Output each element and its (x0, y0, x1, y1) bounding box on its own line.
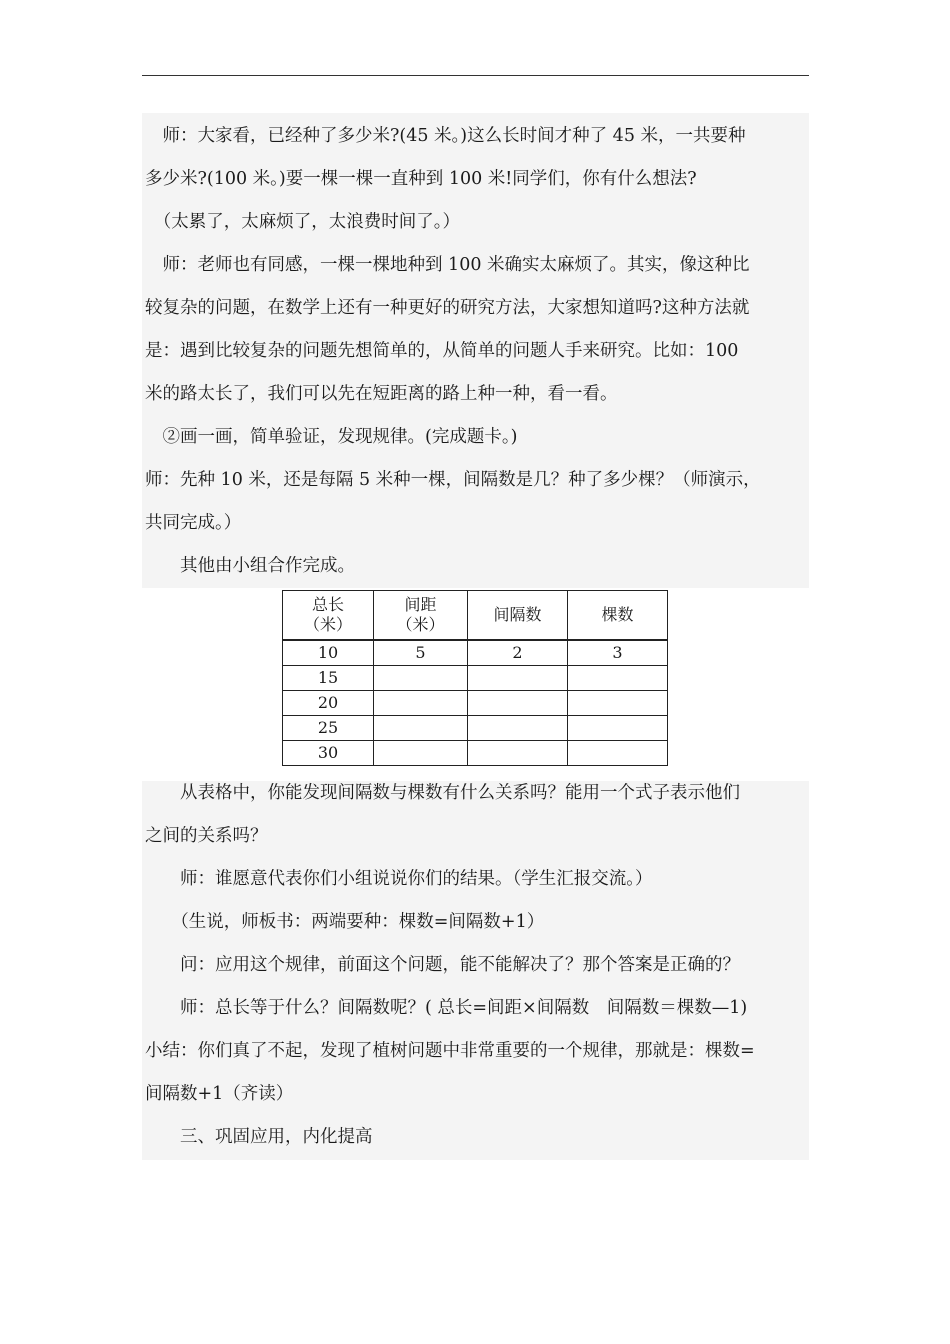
header-total-length: 总长 （米） (283, 591, 374, 641)
table-cell (468, 716, 568, 741)
paragraph-line: 其他由小组合作完成。 (145, 556, 355, 576)
paragraph-line: 米的路太长了，我们可以先在短距离的路上种一种，看一看。 (145, 384, 618, 404)
paragraph-line: ②画一画，简单验证，发现规律。(完成题卡。) (145, 427, 518, 447)
table-cell (568, 716, 668, 741)
table-row (283, 666, 668, 691)
header-tree-count: 棵数 (568, 591, 668, 641)
paragraph-line: 小结：你们真了不起，发现了植树问题中非常重要的一个规律，那就是：棵数= (145, 1041, 755, 1061)
table-cell (374, 691, 468, 716)
table-header-row (283, 591, 668, 641)
paragraph-line: 共同完成。） (145, 513, 242, 533)
table-cell (374, 716, 468, 741)
paragraph-line: 间隔数+1（齐读） (145, 1084, 294, 1104)
table-cell: 25 (283, 716, 374, 741)
header-spacing: 间距 （米） (374, 591, 468, 641)
table-cell (374, 741, 468, 766)
paragraph-line: 师：总长等于什么？间隔数呢？( 总长=间距×间隔数 间隔数＝棵数—1) (145, 998, 748, 1018)
table-cell (374, 666, 468, 691)
section-heading: 三、巩固应用，内化提高 (145, 1127, 373, 1147)
paragraph-line: 师：先种 10 米，还是每隔 5 米种一棵，间隔数是几？种了多少棵？（师演示， (145, 470, 761, 490)
paragraph-line: 较复杂的问题，在数学上还有一种更好的研究方法，大家想知道吗?这种方法就 (145, 298, 750, 318)
table-cell (568, 741, 668, 766)
table-cell: 10 (283, 640, 374, 666)
header-rule (142, 75, 809, 76)
paragraph-line: 多少米?(100 米。)要一棵一棵一直种到 100 米!同学们，你有什么想法? (145, 169, 697, 189)
table-cell (568, 691, 668, 716)
paragraph-line: 师：谁愿意代表你们小组说说你们的结果。（学生汇报交流。） (145, 869, 653, 889)
table-cell (568, 666, 668, 691)
table-cell: 20 (283, 691, 374, 716)
table-cell: 3 (568, 640, 668, 666)
table-row (283, 640, 668, 666)
paragraph-line: 师：老师也有同感，一棵一棵地种到 100 米确实太麻烦了。其实，像这种比 (145, 255, 750, 275)
paragraph-line: （生说，师板书：两端要种：棵数=间隔数+1） (145, 912, 545, 932)
header-interval-count: 间隔数 (468, 591, 568, 641)
table-row (283, 691, 668, 716)
table-cell: 30 (283, 741, 374, 766)
paragraph-line: 师：大家看，已经种了多少米?(45 米。)这么长时间才种了 45 米，一共要种 (145, 126, 746, 146)
tree-planting-table (282, 590, 668, 766)
table-cell: 5 (374, 640, 468, 666)
paragraph-line: 问：应用这个规律，前面这个问题，能不能解决了？那个答案是正确的？ (145, 955, 740, 975)
paragraph-line: 从表格中，你能发现间隔数与棵数有什么关系吗？能用一个式子表示他们 (145, 783, 740, 803)
table-row (283, 741, 668, 766)
table-cell (468, 691, 568, 716)
paragraph-line: 之间的关系吗？ (145, 826, 268, 846)
table-cell: 15 (283, 666, 374, 691)
table-cell: 2 (468, 640, 568, 666)
paragraph-line: 是：遇到比较复杂的问题先想简单的，从简单的问题人手来研究。比如：100 (145, 341, 739, 361)
paragraph-line: （太累了，太麻烦了，太浪费时间了。） (145, 212, 460, 232)
table-cell (468, 666, 568, 691)
table-cell (468, 741, 568, 766)
table-row (283, 716, 668, 741)
